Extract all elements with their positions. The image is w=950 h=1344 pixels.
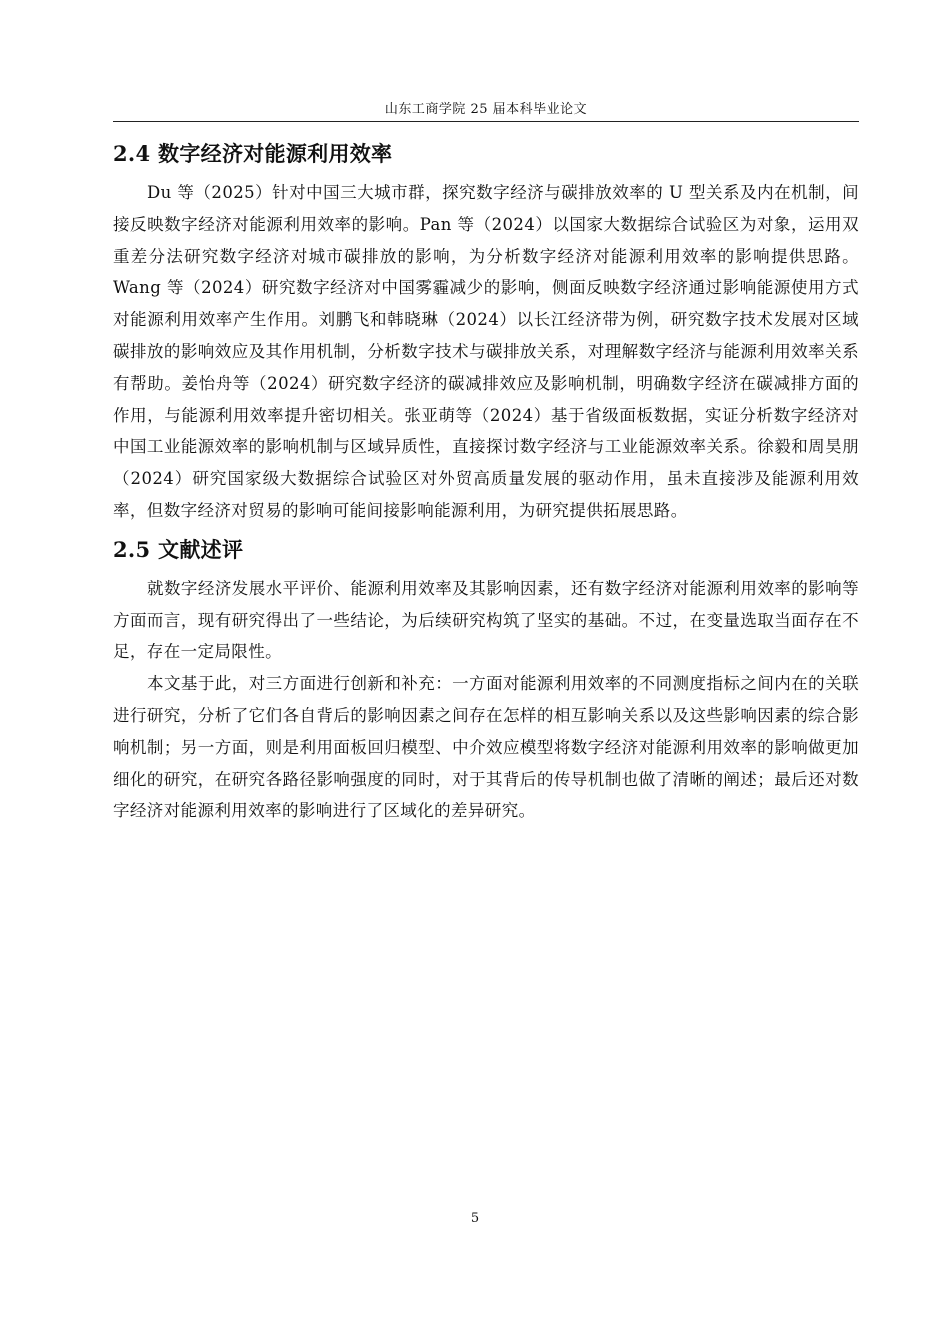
page-number: 5 — [470, 1211, 480, 1226]
running-header: 山东工商学院 25 届本科毕业论文 — [384, 102, 588, 117]
paragraph-2-5-2: 本文基于此，对三方面进行创新和补充：一方面对能源利用效率的不同测度指标之间内在的关联进行研究，分析了它们各自背后的影响因素之间存在怎样的相互影响关系以及这些影响因素的综合影响机制；另一方面，则是利用面板回归模型、中介效应模型将数字经济对能源利用效率的影响做更加细化的研究，在研究各路径影响强度的同时，对于其背后的传导机制也做了清晰的阐述；最后还对数字经济对能源利用效率的影响进行了区域化的差异研究。 — [113, 674, 859, 821]
header-divider — [113, 121, 859, 122]
page-body — [113, 137, 859, 827]
section-heading-2-5: 2.5 文献述评 — [113, 536, 244, 562]
section-heading-2-4: 2.4 数字经济对能源利用效率 — [113, 141, 393, 166]
paragraph-2-4-1: Du 等（2025）针对中国三大城市群，探究数字经济与碳排放效率的 U 型关系及内在机制，间接反映数字经济对能源利用效率的影响。Pan 等（2024）以国家大数据综合试验区为对象，运用双重差分法研究数字经济对城市碳排放的影响，为分析数字经济对能源利用效率的影响提供思路。Wang 等（2024）研究数字经济对中国雾霾减少的影响，侧面反映数字经济通过影响能源使用方式对能源利用效率产生作用。刘鹏飞和韩晓琳（2024）以长江经济带为例，研究数字技术发展对区域碳排放的影响效应及其作用机制，分析数字技术与碳排放关系，对理解数字经济与能源利用效率关系有帮助。姜怡舟等（2024）研究数字经济的碳减排效应及影响机制，明确数字经济在碳减排方面的作用，与能源利用效率提升密切相关。张亚萌等（2024）基于省级面板数据，实证分析数字经济对中国工业能源效率的影响机制与区域异质性，直接探讨数字经济与工业能源效率关系。徐毅和周昊朋（2024）研究国家级大数据综合试验区对外贸高质量发展的驱动作用，虽未直接涉及能源利用效率，但数字经济对贸易的影响可能间接影响能源利用，为研究提供拓展思路。 — [113, 183, 859, 520]
paragraph-2-5-1: 就数字经济发展水平评价、能源利用效率及其影响因素，还有数字经济对能源利用效率的影响等方面而言，现有研究得出了一些结论，为后续研究构筑了坚实的基础。不过，在变量选取当面存在不足，存在一定局限性。 — [113, 578, 859, 662]
